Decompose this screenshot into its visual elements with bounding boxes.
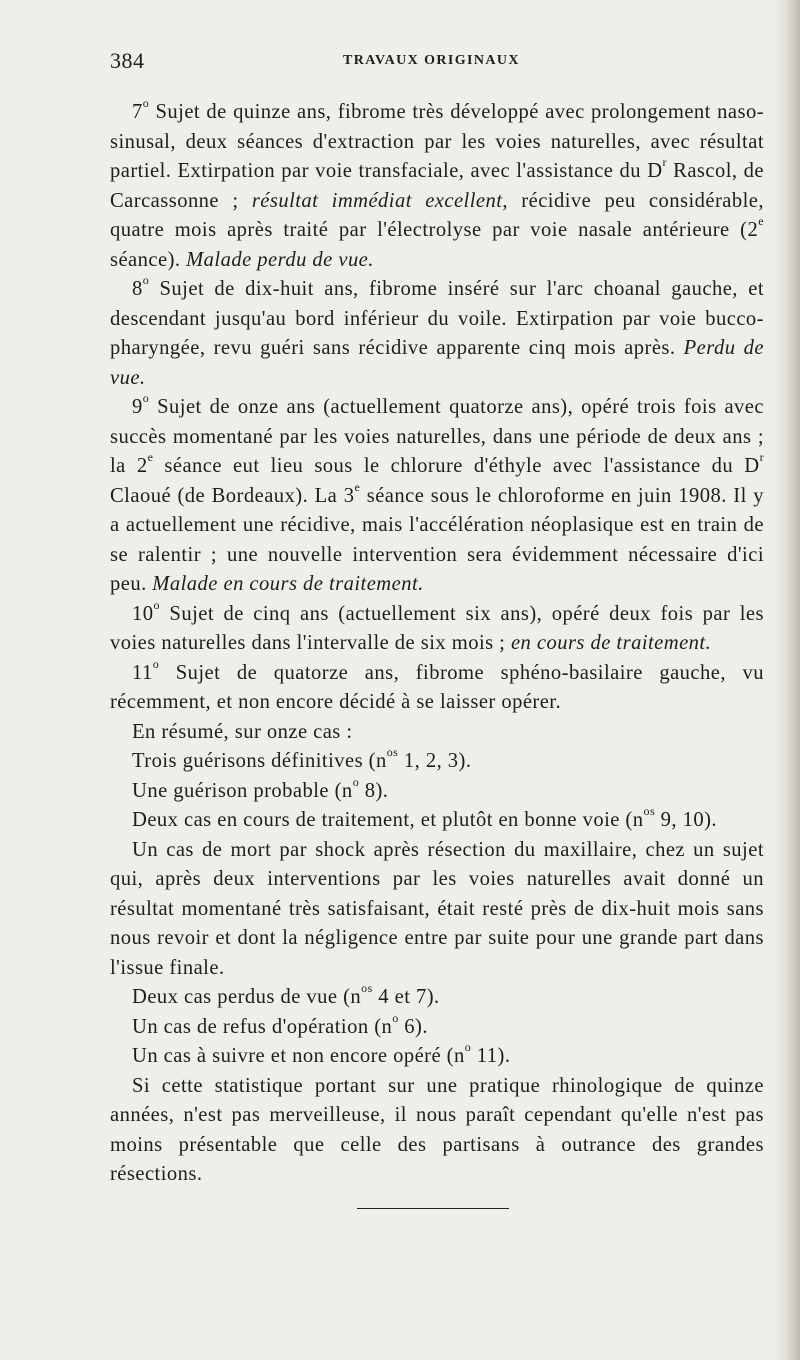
text-run: 6). (398, 1015, 428, 1038)
superscript: o (352, 774, 360, 789)
superscript: o (153, 597, 160, 612)
case-number: 9 (132, 396, 143, 418)
italic-run: Perdu de vue. (110, 337, 764, 389)
text-run: 9, 10). (655, 809, 718, 831)
summary-line-7 (110, 1042, 764, 1072)
page-header (110, 48, 760, 78)
text-run: séance sous le chloroforme en juin 1908. Il y a actuellement une récidive, mais l'accélération néoplasique est en train de se ralentir ; une nouvelle intervention sera évidemment nécessaire d'ici peu. (110, 484, 764, 595)
case-number: 10 (132, 602, 154, 625)
text-run: 4 et 7). (372, 986, 440, 1008)
text-run: Sujet de cinq ans (actuellement six ans), opéré deux fois par les voies naturelles dans l'intervalle de six mois ; (110, 602, 764, 654)
superscript: os (386, 745, 399, 759)
case-11-paragraph (110, 656, 764, 718)
text-run: Claoué (de Bordeaux). La 3 (110, 484, 355, 507)
summary-line-5 (110, 983, 764, 1013)
summary-line-3 (110, 806, 764, 836)
superscript: os (643, 804, 656, 818)
text-run: Sujet de quatorze ans, fibrome sphéno-basilaire gauche, vu récemment, et non encore décidé à se laisser opérer. (110, 661, 764, 713)
page-number: 384 (110, 48, 145, 73)
superscript: r (759, 450, 765, 464)
conclusion-paragraph: Si cette statistique portant sur une pratique rhinologique de quinze années, n'est pas merveilleuse, il nous paraît cependant qu'elle n'est pas moins présentable que celle des partisans à outrance des grandes résections. (110, 1074, 764, 1185)
text-run: séance). (110, 248, 187, 271)
text-run: Deux cas perdus de vue (n (132, 986, 362, 1008)
case-number: 7 (132, 101, 143, 123)
superscript: o (142, 391, 150, 405)
superscript: o (142, 96, 150, 110)
text-run: Une guérison probable (n (132, 779, 353, 802)
superscript: e (147, 450, 154, 464)
text-run: Un cas de refus d'opération (n (132, 1015, 393, 1038)
text-run: Un cas à suivre et non encore opéré (n (132, 1045, 465, 1067)
case-number: 8 (132, 278, 143, 300)
superscript: e (758, 214, 764, 228)
superscript: o (142, 273, 150, 287)
page-edge-shadow (774, 0, 800, 1360)
superscript: e (354, 479, 361, 494)
text-run: 11). (471, 1045, 511, 1067)
text-run: , récidive peu considérable, quatre mois après traité par l'électrolyse par voie nasale antérieure (2 (110, 189, 764, 241)
italic-run: en cours de traitement. (510, 632, 712, 654)
text-run: Sujet de onze ans (actuellement quatorze ans), opéré trois fois avec succès momentané par les voies naturelles, dans une période de deux ans ; la 2 (110, 396, 764, 477)
summary-intro: En résumé, sur onze cas : (132, 720, 353, 743)
text-run: Rascol, de Carcassonne ; (110, 160, 764, 212)
case-number: 11 (132, 661, 153, 684)
italic-run: résultat immédiat excellent (251, 189, 503, 212)
summary-line-6 (110, 1010, 764, 1043)
text-run: 8). (359, 779, 389, 802)
superscript: os (361, 981, 373, 995)
summary-line-1 (110, 747, 764, 777)
summary-line-4: Un cas de mort par shock après résection du maxillaire, chez un sujet qui, après deux interventions par les voies naturelles avait donné un résultat momentané très satisfaisant, était resté près de dix-huit mois sans nous revoir et dont la négligence entre par suite pour une grande part dans l'issue finale. (110, 838, 764, 979)
superscript: o (464, 1040, 472, 1054)
body-text (110, 98, 764, 1190)
case-8-paragraph (110, 275, 764, 393)
section-end-rule (357, 1208, 509, 1209)
text-run: Deux cas en cours de traitement, et plutôt en bonne voie (n (132, 809, 644, 831)
text-run: Sujet de quinze ans, fibrome très développé avec prolongement naso-sinusal, deux séances d'extraction par les voies naturelles, avec résultat partiel. Extirpation par voie transfaciale, avec l'assistance du D (110, 101, 764, 182)
text-run: Trois guérisons définitives (n (132, 750, 387, 772)
text-run: séance eut lieu sous le chlorure d'éthyle avec l'assistance du D (153, 455, 760, 477)
superscript: r (662, 155, 667, 169)
italic-run: Malade perdu de vue. (186, 248, 374, 271)
summary-line-2 (110, 774, 764, 807)
italic-run: Malade en cours de traitement. (152, 573, 424, 595)
text-run: 1, 2, 3). (398, 750, 472, 772)
superscript: o (152, 656, 160, 671)
text-run: Sujet de dix-huit ans, fibrome inséré sur l'arc choanal gauche, et descendant jusqu'au bord inférieur du voile. Extirpation par voie bucco-pharyngée, revu guéri sans récidive apparente cinq mois après. (110, 278, 764, 359)
case-7-paragraph (110, 98, 764, 275)
case-9-paragraph (110, 393, 764, 600)
running-title: TRAVAUX ORIGINAUX (343, 53, 520, 68)
superscript: o (392, 1010, 399, 1025)
case-10-paragraph (110, 597, 764, 659)
